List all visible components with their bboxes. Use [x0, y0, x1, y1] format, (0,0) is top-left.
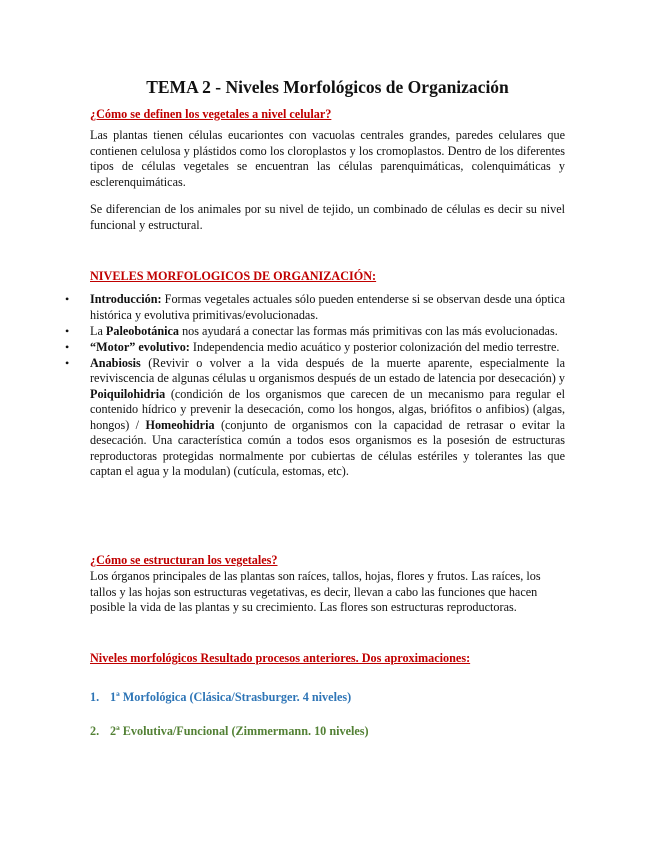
- numbered-item-morfologica: [90, 689, 351, 705]
- bullet-item-paleobotanica: [65, 323, 565, 340]
- bullet-icon: •: [65, 292, 70, 306]
- bullet-icon: •: [65, 339, 70, 354]
- text-motor-evolutivo: Independencia medio acuático y posterior colonización del medio terrestre.: [189, 339, 560, 354]
- term-paleobotanica: Paleobotánica: [105, 323, 180, 338]
- term-homeohidria: Homeohidria: [145, 417, 215, 432]
- text-homeohidria: (conjunto de organismos con la capacidad de retrasar o evitar la desecación. Una característica común a todos esos organismos es la posesión de estructuras reproductoras protegidas normalmente por cubiertas de células estériles y tolerantes las que captan el agua y la modulan) (cutícula, estomas, etc).: [90, 417, 566, 478]
- section-heading-niveles: NIVELES MORFOLOGICOS DE ORGANIZACIÓN:: [90, 269, 377, 283]
- item-number: 1.: [90, 690, 100, 704]
- bullet-item-anabiosis: [65, 355, 566, 480]
- bullet-item-introduccion: [65, 292, 565, 323]
- term-introduccion: Introducción:: [90, 292, 162, 306]
- paragraph-organos-plantas: Los órganos principales de las plantas son raíces, tallos, hojas, flores y frutos. Las raíces, los tallos y las hojas son estructuras vegetativas, es decir, llevan a cabo las funciones que hacen posible la vida de las plantas y su crecimiento. Las flores son estructuras reproductoras.: [90, 569, 541, 614]
- term-poiquilohidria: Poiquilohidria: [90, 386, 166, 401]
- text-poiquilohidria: (condición de los organismos que carecen de un mecanismo para regular el contenido hídrico y prevenir la desecación, como los hongos, algas, briófitos o anfibios) (algas, hongos) /: [90, 386, 565, 432]
- numbered-item-evolutiva: [90, 723, 369, 739]
- term-anabiosis: Anabiosis: [90, 355, 141, 370]
- text-paleobotanica: nos ayudará a conectar las formas más primitivas con las más evolucionadas.: [179, 323, 558, 338]
- paragraph-diferencia-animales: Se diferencian de los animales por su nivel de tejido, un combinado de células es decir su nivel funcional y estructural.: [90, 202, 565, 232]
- bullet-list-niveles: [65, 292, 566, 480]
- section-heading-aproximaciones: Niveles morfológicos Resultado procesos anteriores. Dos aproximaciones:: [90, 651, 471, 665]
- text-introduccion: Formas vegetales actuales sólo pueden entenderse si se observan desde una óptica histórica y evolutiva primitivas/evolucionadas.: [90, 292, 565, 322]
- bullet-icon: •: [65, 355, 70, 370]
- term-motor-evolutivo: “Motor” evolutivo:: [90, 339, 190, 354]
- section-heading-celular: ¿Cómo se definen los vegetales a nivel celular?: [90, 107, 332, 121]
- item-number: 2.: [90, 724, 100, 738]
- text-anabiosis: (Revivir o volver a la vida después de la muerte aparente, especialmente la reviviscencia de algunas células u organismos después de un estado de latencia por desecación) y: [90, 355, 565, 385]
- bullet-icon: •: [65, 323, 70, 338]
- item-label-morfologica: 1ª Morfológica (Clásica/Strasburger. 4 niveles): [110, 690, 352, 704]
- bullet-item-motor-evolutivo: [65, 339, 565, 356]
- section-heading-estructura: ¿Cómo se estructuran los vegetales?: [90, 553, 278, 567]
- paragraph-celulas-vegetales: Las plantas tienen células eucariontes con vacuolas centrales grandes, paredes celulares que contienen celulosa y plástidos como los cloroplastos y los cromoplastos. Dentro de los diferentes tipos de células vegetales se encuentran las células parenquimáticas, colenquimáticas y esclerenquimáticas.: [90, 128, 565, 189]
- text-paleobotanica-pre: La: [90, 323, 106, 338]
- item-label-evolutiva: 2ª Evolutiva/Funcional (Zimmermann. 10 niveles): [110, 724, 369, 738]
- page-title: TEMA 2 - Niveles Morfológicos de Organización: [146, 77, 509, 97]
